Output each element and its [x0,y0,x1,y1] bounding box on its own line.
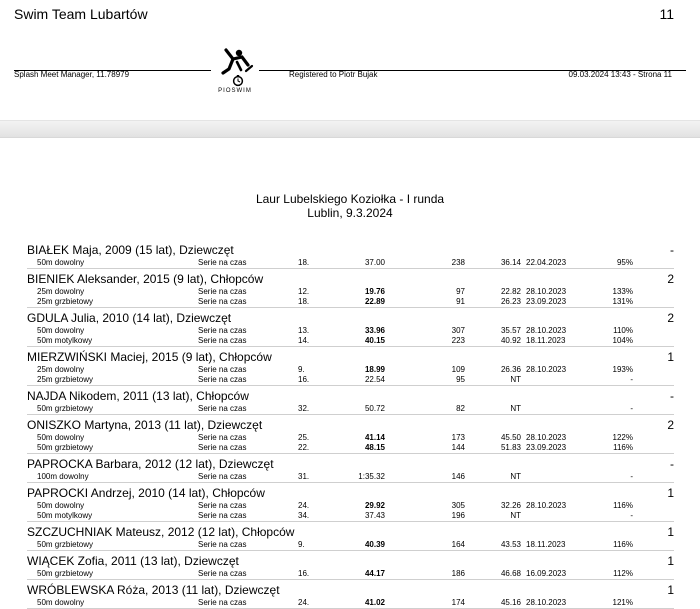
event-time: 29.92 [364,501,385,510]
pioswim-logo [211,44,259,102]
improvement-percent: 112% [613,569,633,578]
athlete-name: WIĄCEK Zofia, 2011 (13 lat), Dziewczęt [27,554,239,568]
event-row [27,297,674,307]
athlete-name: BIENIEK Aleksander, 2015 (9 lat), Chłopców [27,272,264,286]
previous-best-time: 32.26 [500,501,521,510]
previous-best-date: 23.09.2023 [526,443,567,452]
athlete-entry-count: 1 [667,525,674,539]
improvement-percent: - [630,375,633,384]
event-row [27,258,674,268]
event-points: 95 [456,375,465,384]
previous-best-date: 18.11.2023 [526,540,566,549]
event-points: 144 [451,443,465,452]
athlete-entry-count: 2 [667,418,674,432]
event-place: 32. [298,404,310,413]
athlete-header [27,485,674,501]
athlete-entry-count: - [670,389,674,403]
athlete-entry-count: - [670,457,674,471]
event-row [27,569,674,579]
improvement-percent: 193% [612,365,633,374]
event-time: 48.15 [364,443,385,452]
previous-best-time: 22.82 [500,287,521,296]
event-place: 12. [298,287,310,296]
athlete-header [27,388,674,404]
event-time: 22.89 [364,297,385,306]
event-place: 25. [298,433,310,442]
event-row [27,433,674,443]
event-points: 196 [451,511,465,520]
previous-best-date: 28.10.2023 [526,433,567,442]
event-time: 33.96 [364,326,385,335]
event-row [27,540,674,550]
event-time: 19.76 [364,287,385,296]
print-date-page: 09.03.2024 13:43 - Strona 11 [568,70,672,79]
event-name: 25m grzbietowy [37,375,94,384]
event-name: 50m motylkowy [37,511,93,520]
event-time: 40.15 [364,336,385,345]
athlete-name: NAJDA Nikodem, 2011 (13 lat), Chłopców [27,389,249,403]
athlete-block [27,388,674,415]
swimmer-logo-icon [215,44,255,90]
athlete-entry-count: 2 [667,311,674,325]
previous-best-date: 28.10.2023 [526,598,567,607]
event-name: 50m grzbietowy [37,569,94,578]
athlete-header [27,417,674,433]
previous-best-time: NT [510,404,521,413]
previous-best-time: 43.53 [500,540,521,549]
event-points: 109 [451,365,465,374]
previous-best-time: 51.83 [500,443,521,452]
previous-best-time: NT [510,472,521,481]
event-series: Serie na czas [198,501,247,510]
previous-best-time: 36.14 [500,258,521,267]
event-name: 25m dowolny [37,365,85,374]
athlete-block [27,310,674,347]
athlete-block [27,271,674,308]
athlete-block [27,524,674,551]
athlete-header [27,242,674,258]
event-time: 18.99 [364,365,385,374]
event-row [27,443,674,453]
event-series: Serie na czas [198,258,247,267]
event-series: Serie na czas [198,598,247,607]
previous-best-date: 28.10.2023 [526,501,567,510]
improvement-percent: 110% [613,326,633,335]
event-points: 82 [456,404,465,413]
event-series: Serie na czas [198,336,247,345]
event-points: 186 [451,569,465,578]
event-row [27,287,674,297]
previous-best-time: NT [510,375,521,384]
event-points: 173 [451,433,465,442]
event-place: 22. [298,443,310,452]
improvement-percent: 116% [613,501,633,510]
event-series: Serie na czas [198,365,247,374]
event-time: 37.00 [364,258,385,267]
event-time: 37.43 [364,511,385,520]
athlete-block [27,456,674,483]
event-row [27,598,674,608]
athlete-total-count: 11 [659,6,674,22]
event-points: 97 [456,287,465,296]
athlete-header [27,582,674,598]
event-row [27,404,674,414]
event-points: 174 [451,598,465,607]
athlete-block [27,582,674,609]
event-time: 50.72 [364,404,385,413]
event-name: 50m dowolny [37,433,85,442]
previous-best-date: 18.11.2023 [526,336,566,345]
improvement-percent: 122% [612,433,633,442]
meet-location-date: Lublin, 9.3.2024 [307,206,393,220]
athlete-block [27,553,674,580]
event-name: 25m dowolny [37,287,85,296]
event-place: 13. [298,326,310,335]
event-series: Serie na czas [198,569,247,578]
athlete-name: BIAŁEK Maja, 2009 (15 lat), Dziewczęt [27,243,234,257]
previous-best-time: NT [510,511,521,520]
event-name: 100m dowolny [37,472,89,481]
athlete-name: GDULA Julia, 2010 (14 lat), Dziewczęt [27,311,232,325]
event-name: 50m grzbietowy [37,540,94,549]
previous-best-date: 22.04.2023 [526,258,567,267]
event-time: 22.54 [364,375,385,384]
athlete-entries-list [27,240,674,609]
event-series: Serie na czas [198,443,247,452]
athlete-block [27,485,674,522]
event-series: Serie na czas [198,472,247,481]
software-version: Splash Meet Manager, 11.78979 [14,70,130,79]
event-row [27,511,674,521]
previous-best-date: 28.10.2023 [526,287,567,296]
event-name: 50m dowolny [37,501,85,510]
improvement-percent: - [630,404,633,413]
improvement-percent: 116% [613,443,633,452]
event-points: 164 [451,540,465,549]
event-series: Serie na czas [198,404,247,413]
event-row [27,336,674,346]
event-place: 9. [298,365,305,374]
event-name: 50m motylkowy [37,336,93,345]
athlete-entry-count: 1 [667,554,674,568]
event-points: 305 [451,501,465,510]
event-place: 31. [298,472,310,481]
previous-best-time: 26.36 [500,365,521,374]
event-series: Serie na czas [198,375,247,384]
event-time: 41.14 [364,433,385,442]
event-place: 9. [298,540,305,549]
improvement-percent: 131% [612,297,633,306]
meet-title: Laur Lubelskiego Koziołka - I runda [255,192,445,206]
event-row [27,375,674,385]
improvement-percent: - [630,511,633,520]
previous-best-time: 35.57 [500,326,521,335]
event-name: 50m dowolny [37,258,85,267]
improvement-percent: 116% [613,540,633,549]
event-points: 91 [456,297,465,306]
event-name: 25m grzbietowy [37,297,94,306]
athlete-header [27,310,674,326]
event-time: 44.17 [364,569,385,578]
athlete-name: ONISZKO Martyna, 2013 (11 lat), Dziewczęt [27,418,263,432]
event-series: Serie na czas [198,326,247,335]
event-row [27,365,674,375]
event-series: Serie na czas [198,297,247,306]
athlete-block [27,349,674,386]
event-time: 40.39 [364,540,385,549]
event-time: 1:35.32 [358,472,385,481]
athlete-entry-count: 1 [667,486,674,500]
athlete-name: MIERZWIŃSKI Maciej, 2015 (9 lat), Chłopców [27,350,272,364]
improvement-percent: 121% [612,598,633,607]
event-place: 34. [298,511,310,520]
event-name: 50m grzbietowy [37,443,94,452]
event-series: Serie na czas [198,287,247,296]
athlete-block [27,242,674,269]
previous-best-time: 40.92 [500,336,521,345]
team-title: Swim Team Lubartów [14,6,148,22]
athlete-entry-count: - [670,243,674,257]
previous-best-time: 45.50 [500,433,521,442]
previous-best-time: 46.68 [500,569,521,578]
athlete-block [27,417,674,454]
event-place: 16. [298,375,310,384]
previous-best-time: 26.23 [500,297,521,306]
athlete-name: PAPROCKI Andrzej, 2010 (14 lat), Chłopców [27,486,265,500]
previous-best-date: 28.10.2023 [526,365,567,374]
improvement-percent: 133% [612,287,633,296]
event-place: 18. [298,297,310,306]
registration-note: Registered to Piotr Bujak [289,70,378,79]
event-row [27,326,674,336]
athlete-entry-count: 2 [667,272,674,286]
event-name: 50m dowolny [37,598,85,607]
athlete-header [27,524,674,540]
athlete-name: SZCZUCHNIAK Mateusz, 2012 (12 lat), Chłopców [27,525,295,539]
event-points: 307 [451,326,465,335]
event-place: 16. [298,569,310,578]
event-place: 24. [298,598,310,607]
event-series: Serie na czas [198,433,247,442]
athlete-name: PAPROCKA Barbara, 2012 (12 lat), Dziewczęt [27,457,274,471]
event-series: Serie na czas [198,511,247,520]
previous-best-date: 28.10.2023 [526,326,567,335]
athlete-header [27,271,674,287]
event-place: 24. [298,501,310,510]
event-place: 18. [298,258,310,267]
event-name: 50m dowolny [37,326,85,335]
athlete-header [27,456,674,472]
athlete-entry-count: 1 [667,350,674,364]
event-series: Serie na czas [198,540,247,549]
event-points: 146 [451,472,465,481]
improvement-percent: - [630,472,633,481]
athlete-name: WRÓBLEWSKA Róża, 2013 (11 lat), Dziewczęt [27,583,280,597]
event-row [27,501,674,511]
event-time: 41.02 [364,598,385,607]
previous-best-date: 16.09.2023 [526,569,567,578]
event-name: 50m grzbietowy [37,404,94,413]
previous-best-date: 23.09.2023 [526,297,567,306]
event-row [27,472,674,482]
athlete-header [27,349,674,365]
page-separator [0,120,700,138]
athlete-header [27,553,674,569]
event-points: 238 [451,258,465,267]
improvement-percent: 104% [612,336,633,345]
logo-wordmark: PIOSWIM [218,88,252,94]
event-place: 14. [298,336,310,345]
improvement-percent: 95% [616,258,633,267]
event-points: 223 [451,336,465,345]
athlete-entry-count: 1 [667,583,674,597]
previous-best-time: 45.16 [500,598,521,607]
